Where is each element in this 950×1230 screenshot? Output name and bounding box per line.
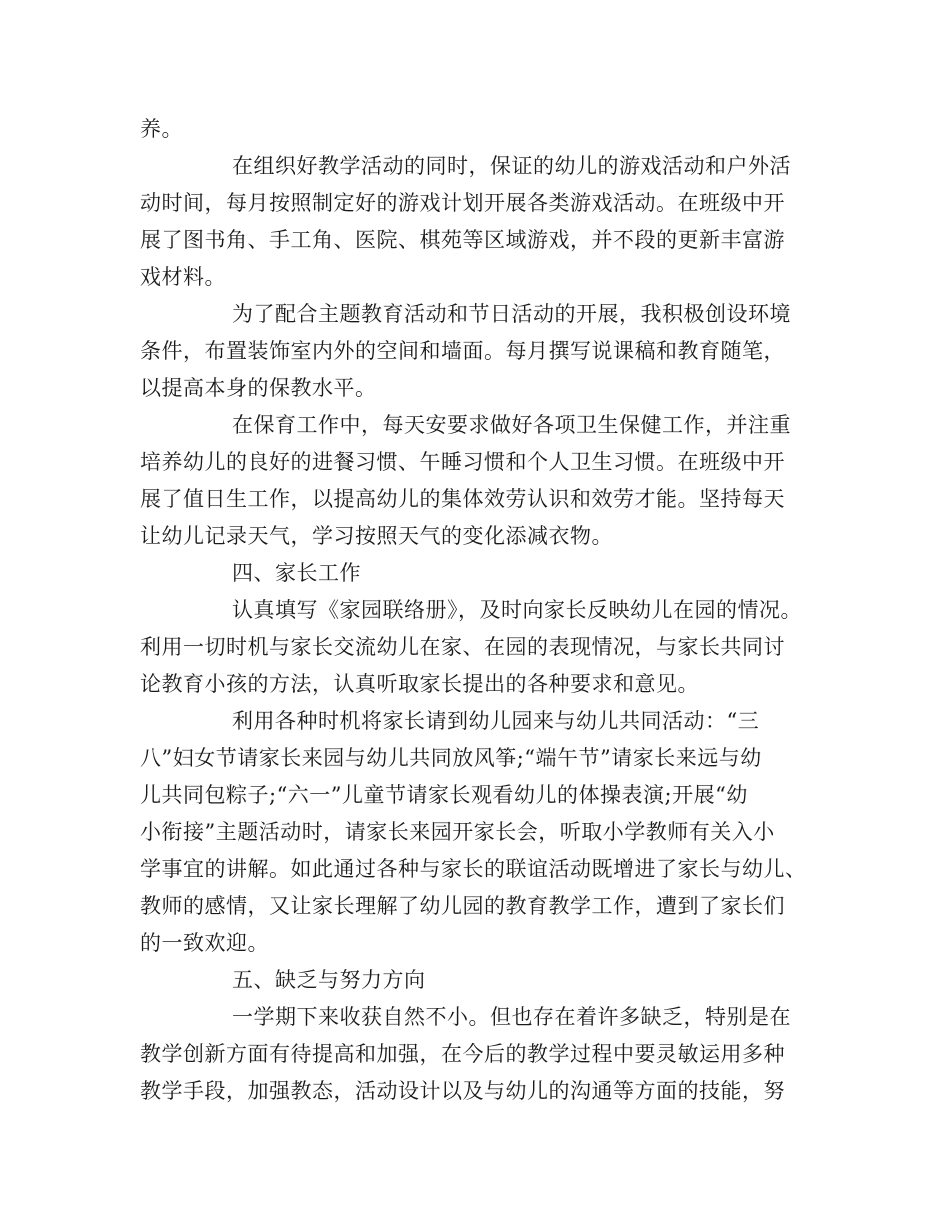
- text-line: 教学手段，加强教态，活动设计以及与幼儿的沟通等方面的技能，努: [140, 1079, 785, 1103]
- paragraph-start-line: 利用各种时机将家长请到幼儿园来与幼儿共同活动：“三: [232, 709, 760, 733]
- section-heading: 四、家长工作: [232, 561, 361, 585]
- text-line: 戏材料。: [140, 265, 226, 289]
- text-line: 培养幼儿的良好的进餐习惯、午睡习惯和个人卫生习惯。在班级中开: [140, 450, 785, 474]
- text-line: 的一致欢迎。: [140, 931, 269, 955]
- text-line: 八”妇女节请家长来园与幼儿共同放风筝;“端午节”请家长来远与幼: [140, 746, 762, 770]
- text-line: 教师的感情，又让家长理解了幼儿园的教育教学工作，遭到了家长们: [140, 894, 785, 918]
- text-line: 论教育小孩的方法，认真听取家长提出的各种要求和意见。: [140, 672, 699, 696]
- text-line: 教学创新方面有待提高和加强，在今后的教学过程中要灵敏运用多种: [140, 1042, 785, 1066]
- text-line: 儿共同包粽子;“六一”儿童节请家长观看幼儿的体操表演;开展“幼: [140, 783, 748, 807]
- text-line: 以提高本身的保教水平。: [140, 376, 377, 400]
- section-heading: 五、缺乏与努力方向: [232, 968, 426, 992]
- text-line: 小衔接”主题活动时，请家长来园开家长会，听取小学教师有关入小: [140, 820, 775, 844]
- text-line: 利用一切时机与家长交流幼儿在家、在园的表现情况，与家长共同讨: [140, 635, 785, 659]
- paragraph-start-line: 认真填写《家园联络册》，及时向家长反映幼儿在园的情况。: [232, 598, 802, 622]
- text-line: 养。: [140, 117, 183, 141]
- text-line: 让幼儿记录天气，学习按照天气的变化添减衣物。: [140, 524, 613, 548]
- paragraph-start-line: 一学期下来收获自然不小。但也存在着许多缺乏，特别是在: [232, 1005, 791, 1029]
- text-line: 展了图书角、手工角、医院、棋苑等区域游戏，并不段的更新丰富游: [140, 228, 785, 252]
- paragraph-start-line: 为了配合主题教育活动和节日活动的开展，我积极创设环境: [232, 302, 791, 326]
- text-line: 学事宜的讲解。如此通过各种与家长的联谊活动既增进了家长与幼儿、: [140, 857, 807, 881]
- text-line: 条件，布置装饰室内外的空间和墙面。每月撰写说课稿和教育随笔，: [140, 339, 785, 363]
- text-line: 展了值日生工作，以提高幼儿的集体效劳认识和效劳才能。坚持每天: [140, 487, 785, 511]
- text-line: 动时间，每月按照制定好的游戏计划开展各类游戏活动。在班级中开: [140, 191, 785, 215]
- paragraph-start-line: 在保育工作中，每天安要求做好各项卫生保健工作，并注重: [232, 413, 791, 437]
- paragraph-start-line: 在组织好教学活动的同时，保证的幼儿的游戏活动和户外活: [232, 154, 791, 178]
